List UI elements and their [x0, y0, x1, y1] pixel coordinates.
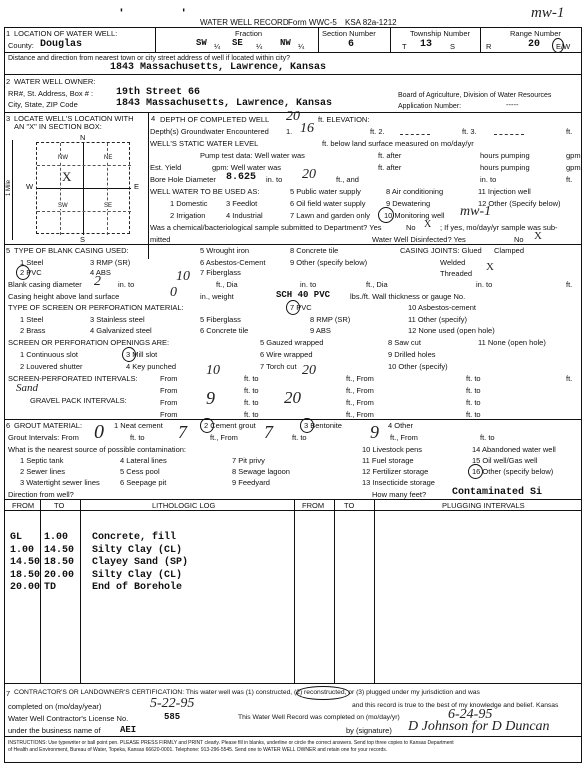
fraction-label: Fraction — [235, 29, 263, 38]
screen-pvc-circle — [286, 300, 300, 315]
grout-2-circle — [200, 418, 214, 433]
contam-4[interactable]: 4 Lateral lines — [120, 456, 167, 465]
city-label: City, State, ZIP Code — [8, 100, 78, 109]
yield-after: ft. after — [378, 163, 402, 172]
bore-ft-end: ft. — [566, 175, 573, 184]
fraction-2: SE — [232, 38, 243, 48]
static-rest: ft. below land surface measured on mo/day/yr — [322, 139, 474, 148]
section-1-number: 1 — [6, 29, 11, 38]
grout-3-circle — [300, 418, 314, 433]
yield-label: Est. Yield — [150, 163, 182, 172]
signature: D Johnson for D Duncan — [408, 719, 550, 734]
log-row-3-from: 14.50 — [10, 557, 41, 568]
screen-6[interactable]: 6 Concrete tile — [200, 326, 249, 335]
screen-7[interactable]: 7 PVC — [290, 303, 312, 312]
section-2-number: 2 — [6, 77, 11, 86]
grout-3[interactable]: 3 Bentonite — [304, 421, 342, 430]
log-row-5-to: TD — [44, 582, 57, 593]
contam-6[interactable]: 6 Seepage pit — [120, 478, 167, 487]
perf-from-label-2: From — [160, 386, 178, 395]
by-label: by (signature) — [346, 726, 392, 735]
gravel-ft-to-4: ft. to — [466, 410, 481, 419]
north-label: N — [80, 133, 86, 142]
log-row-4-from: 18.50 — [10, 569, 41, 581]
ksa-number: KSA 82a-1212 — [345, 18, 397, 27]
south-label: S — [80, 235, 86, 244]
stray-marks: ' ' — [120, 6, 214, 20]
bore-to-value: 20 — [302, 167, 316, 182]
grout-label: GROUT MATERIAL: — [14, 421, 83, 430]
perf-ft-to: ft. to — [244, 374, 259, 383]
use-4[interactable]: 4 Industrial — [226, 211, 263, 220]
log-row-4-to: 20.00 — [44, 569, 75, 581]
use-3[interactable]: 3 Feedlot — [226, 199, 258, 208]
contam-14[interactable]: 14 Abandoned water well — [472, 445, 556, 454]
section-5-number: 5 — [6, 246, 11, 255]
application-value: ----- — [506, 100, 519, 109]
opening-6[interactable]: 6 Wire wrapped — [260, 350, 313, 359]
yield-gpm: gpm — [566, 163, 581, 172]
casing-8[interactable]: 8 Concrete tile — [290, 246, 339, 255]
contam-8[interactable]: 8 Sewage lagoon — [232, 467, 290, 476]
quarter-mark-2: ¼ — [256, 42, 263, 51]
disinfected-label: Water Well Disinfected? Yes — [372, 235, 466, 244]
blank-dia-value: 2 — [94, 274, 101, 289]
board-label: Board of Agriculture, Division of Water Resources — [398, 92, 552, 99]
contam-1[interactable]: 1 Septic tank — [20, 456, 64, 465]
blank-ft-dia-2: ft., Dia — [366, 280, 388, 289]
blank-in-to: in. to — [118, 280, 135, 289]
bore-ft-and: ft., and — [336, 175, 359, 184]
sand-handwritten: Sand — [16, 382, 38, 394]
height-label: Casing height above land surface — [8, 292, 120, 301]
grout-ft-from-2: ft., From — [390, 433, 418, 442]
quarter-mark-3: ¼ — [298, 42, 305, 51]
perf-ft-to-3: ft. to — [244, 386, 259, 395]
range-dir: E/W — [556, 42, 571, 51]
gravel-to-value: 20 — [284, 388, 301, 407]
east-label: E — [134, 182, 140, 191]
section-6-number: 6 — [6, 421, 11, 430]
blank-ft-dia: ft., Dia — [216, 280, 238, 289]
opening-3[interactable]: 3 Mill slot — [126, 350, 158, 359]
gw1-num: 1. — [286, 127, 293, 136]
log-row-1-to: 1.00 — [44, 532, 69, 543]
distance-label: Distance and direction from nearest town or city street address of well if located within city? — [8, 55, 291, 62]
se-label: SE — [104, 203, 113, 209]
gravel-ft-from: ft., From — [346, 398, 374, 407]
mile-label: 1 Mile — [6, 179, 13, 197]
perf-ft-to-2: ft. to — [466, 374, 481, 383]
completed-value: 5-22-95 — [150, 696, 195, 711]
distance-value: 1843 Massachusetts, Lawrence, Kansas — [110, 62, 327, 73]
weight-value: SCH 40 PVC — [276, 290, 331, 300]
contam-7[interactable]: 7 Pit privy — [232, 456, 265, 465]
casing-4[interactable]: 4 ABS — [90, 268, 111, 277]
range-value: 20 — [528, 39, 541, 50]
chem-no-x: X — [424, 219, 432, 230]
blank-to-value: 10 — [176, 269, 190, 284]
form-title: WATER WELL RECORD — [200, 18, 289, 27]
chem-label: Was a chemical/bacteriological sample submitted to Department? Yes — [150, 223, 382, 232]
opening-mill-circle — [122, 347, 136, 362]
perf-ft-end: ft. — [566, 374, 573, 383]
business-label: under the business name of — [8, 726, 101, 735]
screen-11[interactable]: 11 Other (specify) — [408, 315, 468, 324]
bore-in-to: in. to — [266, 175, 283, 184]
west-label: W — [26, 182, 34, 191]
log-row-2-from: 1.00 — [10, 544, 35, 556]
cert-text: CONTRACTOR'S OR LANDOWNER'S CERTIFICATION: This water well was (1) constructed, (2) reconstructed, or (3) plugged under my jurisdiction and was — [14, 689, 480, 696]
use-5[interactable]: 5 Public water supply — [290, 187, 361, 196]
use-12[interactable]: 12 Other (Specify below) — [478, 199, 561, 208]
opening-11[interactable]: 11 None (open hole) — [478, 338, 546, 347]
threaded-label: Threaded — [440, 269, 473, 278]
perf-from-label: From — [160, 374, 178, 383]
log-row-1-desc: Concrete, fill — [92, 532, 177, 543]
depth-value: 20 — [286, 109, 300, 124]
section-number-value: 6 — [348, 39, 355, 50]
locate-label-2: AN "X" IN SECTION BOX: — [14, 122, 102, 131]
constructed-circle — [296, 686, 350, 700]
opening-1[interactable]: 1 Continuous slot — [20, 350, 78, 359]
county-label: County: — [8, 41, 34, 50]
instructions-2: of Health and Environment, Bureau of Water, Topeka, Kansas 66620-0001. Telephone: 913-296-5545. Send one to WATER WELL OWNER and retain one for your records. — [8, 747, 388, 753]
casing-pvc-circle — [16, 265, 30, 280]
gw-ft-end: ft. — [566, 127, 573, 136]
pump-after: ft. after — [378, 151, 402, 160]
completed-label: completed on (mo/day/year) — [8, 702, 102, 711]
welded-label: Welded — [440, 258, 466, 267]
screen-1[interactable]: 1 Steel — [20, 315, 44, 324]
county-value: Douglas — [40, 39, 83, 50]
use-10[interactable]: 10 Monitoring well — [384, 211, 445, 220]
weight-label: in., weight — [200, 292, 234, 301]
gravel-label: GRAVEL PACK INTERVALS: — [30, 396, 127, 405]
sw-label: SW — [58, 203, 68, 209]
log-row-5-desc: End of Borehole — [92, 582, 183, 593]
contam-12[interactable]: 12 Fertilizer storage — [362, 467, 429, 476]
height-value: 0 — [170, 285, 177, 300]
log-from-header: FROM — [12, 501, 35, 510]
gw3-label: ft. 3. — [462, 127, 477, 136]
screen-label: TYPE OF SCREEN OR PERFORATION MATERIAL: — [8, 303, 184, 312]
contam-5[interactable]: 5 Cess pool — [120, 467, 160, 476]
grout-int-label: Grout Intervals: From — [8, 433, 79, 442]
nw-label: NW — [58, 155, 68, 161]
use-label: WELL WATER TO BE USED AS: — [150, 187, 260, 196]
chem-rest: ; If yes, mo/day/yr sample was sub- — [440, 223, 558, 232]
gravel-ft-to-3: ft. to — [244, 410, 259, 419]
casing-7[interactable]: 7 Fiberglass — [200, 268, 241, 277]
gw-label: Depth(s) Groundwater Encountered — [150, 127, 269, 136]
depth-label: DEPTH OF COMPLETED WELL — [160, 115, 270, 124]
screen-4[interactable]: 4 Galvanized steel — [90, 326, 152, 335]
gravel-ft-from-2: ft., From — [346, 410, 374, 419]
instructions-1: INSTRUCTIONS: Use typewriter or ball point pen. PLEASE PRESS FIRMLY and PRINT clearly. Please fill in blanks, underline or circle the correct answers. Send top three copies to Kansas Department — [8, 740, 454, 746]
screen-12[interactable]: 12 None used (open hole) — [408, 326, 495, 335]
form-number: Form WWC-5 — [288, 18, 337, 27]
perf-ft-from: ft., From — [346, 374, 374, 383]
section-3-number: 3 — [6, 114, 11, 123]
casing-3[interactable]: 3 RMP (SR) — [90, 258, 131, 267]
gravel-from-label-2: From — [160, 410, 178, 419]
screen-8[interactable]: 8 RMP (SR) — [310, 315, 351, 324]
grout-2[interactable]: 2 Cement grout — [204, 421, 256, 430]
contam-3[interactable]: 3 Watertight sewer lines — [20, 478, 100, 487]
township-prefix: T — [402, 42, 407, 51]
grout-4[interactable]: 4 Other — [388, 421, 414, 430]
contam-11[interactable]: 11 Fuel storage — [362, 456, 414, 465]
gravel-from-value: 9 — [206, 388, 215, 408]
city-value: 1843 Massachusetts, Lawrence, Kansas — [116, 98, 333, 109]
contam-16[interactable]: 16 Other (specify below) — [472, 467, 554, 476]
contam-10[interactable]: 10 Livestock pens — [362, 445, 423, 454]
gravel-from-label: From — [160, 398, 178, 407]
mitted-label: mitted — [150, 235, 171, 244]
disinfected-no-x: X — [534, 230, 542, 242]
use-2[interactable]: 2 Irrigation — [170, 211, 206, 220]
openings-label: SCREEN OR PERFORATION OPENINGS ARE: — [8, 338, 170, 347]
pump-hours: hours pumping — [480, 151, 530, 160]
license-value: 585 — [164, 712, 181, 722]
casing-9[interactable]: 9 Other (specify below) — [290, 258, 368, 267]
range-east-circle — [552, 38, 564, 53]
direction-label: Direction from well? — [8, 490, 74, 499]
grout-ft-to-3: ft. to — [480, 433, 495, 442]
use-11[interactable]: 11 Injection well — [478, 187, 531, 196]
joints-label: CASING JOINTS: Glued — [400, 246, 482, 255]
yield-hours: hours pumping — [480, 163, 530, 172]
use-8[interactable]: 8 Air conditioning — [386, 187, 444, 196]
use-handwritten: mw-1 — [460, 204, 492, 219]
blank-in-to-2: in. to — [300, 280, 317, 289]
feet-label: How many feet? — [372, 490, 427, 499]
static-label: WELL'S STATIC WATER LEVEL — [150, 139, 259, 148]
perf-to-value: 20 — [302, 363, 316, 378]
log-row-4-desc: Silty Clay (CL) — [92, 569, 183, 581]
screen-9[interactable]: 9 ABS — [310, 326, 331, 335]
opening-4[interactable]: 4 Key punched — [126, 362, 177, 371]
contam-16-circle — [468, 464, 483, 479]
business-value: AEI — [120, 725, 137, 735]
fraction-3: NW — [280, 38, 291, 48]
log-title: LITHOLOGIC LOG — [152, 501, 216, 510]
blank-dia-label: Blank casing diameter — [8, 280, 82, 289]
yield-rest: gpm: Well water was — [212, 163, 282, 172]
section-4-number: 4 — [151, 114, 156, 123]
log-row-3-to: 18.50 — [44, 557, 75, 568]
use-9[interactable]: 9 Dewatering — [386, 199, 431, 208]
screen-10[interactable]: 10 Asbestos-cement — [408, 303, 476, 312]
grout-ft-from: ft., From — [210, 433, 238, 442]
use-10-circle — [378, 207, 394, 223]
gw2-label: ft. 2. — [370, 127, 385, 136]
range-prefix: R — [486, 42, 492, 51]
perf-ft-to-4: ft. to — [466, 386, 481, 395]
owner-label: WATER WELL OWNER: — [14, 77, 96, 86]
grout-ft-to-2: ft. to — [292, 433, 307, 442]
true-text: and this record is true to the best of my knowledge and belief. Kansas — [352, 702, 559, 709]
township-dir: S — [450, 42, 456, 51]
perf-label: SCREEN-PERFORATED INTERVALS: — [8, 374, 138, 383]
use-1[interactable]: 1 Domestic — [170, 199, 208, 208]
gravel-ft-to: ft. to — [244, 398, 259, 407]
rr-value: 19th Street 66 — [116, 87, 201, 98]
township-label: Township Number — [410, 29, 471, 38]
location-x-mark: X — [62, 169, 72, 184]
casing-2[interactable]: 2 PVC — [20, 268, 42, 277]
rr-label: RR#, St. Address, Box # : — [8, 89, 94, 98]
grout-from2-value: 7 — [264, 422, 273, 442]
opening-9[interactable]: 9 Drilled holes — [388, 350, 436, 359]
blank-ft-end: ft. — [566, 280, 573, 289]
license-label: Water Well Contractor's License No. — [8, 714, 129, 723]
use-7[interactable]: 7 Lawn and garden only — [290, 211, 371, 220]
application-label: Application Number: — [398, 103, 462, 110]
contam-other-value: Contaminated Si — [452, 487, 543, 498]
bore-label: Bore Hole Diameter — [150, 175, 216, 184]
opening-7[interactable]: 7 Torch cut — [260, 362, 297, 371]
bore-value: 8.625 — [226, 172, 257, 183]
screen-2[interactable]: 2 Brass — [20, 326, 46, 335]
grout-to2-value: 9 — [370, 422, 379, 442]
bore-in-to-2: in. to — [480, 175, 497, 184]
contam-9[interactable]: 9 Feedyard — [232, 478, 270, 487]
casing-6[interactable]: 6 Asbestos-Cement — [200, 258, 266, 267]
section-grid[interactable] — [36, 142, 130, 234]
log-row-5-from: 20.00 — [10, 582, 41, 593]
ne-label: NE — [104, 155, 113, 161]
casing-label: TYPE OF BLANK CASING USED: — [14, 246, 129, 255]
log-row-2-desc: Silty Clay (CL) — [92, 544, 183, 556]
chem-no-label: No — [406, 223, 416, 232]
locate-label-1: LOCATE WELL'S LOCATION WITH — [14, 114, 134, 123]
plug-title: PLUGGING INTERVALS — [442, 501, 525, 510]
contam-2[interactable]: 2 Sewer lines — [20, 467, 66, 476]
contam-13[interactable]: 13 Insecticide storage — [362, 478, 435, 487]
opening-2[interactable]: 2 Louvered shutter — [20, 362, 83, 371]
disinfected-no-label: No — [514, 235, 524, 244]
perf-from-value: 10 — [206, 363, 220, 378]
grout-to-value: 7 — [178, 422, 187, 442]
clamped-label: Clamped — [494, 246, 525, 255]
fraction-1: SW — [196, 38, 207, 48]
log-row-2-to: 14.50 — [44, 544, 75, 556]
gw1-value: 16 — [300, 121, 314, 136]
screen-3[interactable]: 3 Stainless steel — [90, 315, 145, 324]
quarter-mark-1: ¼ — [214, 42, 221, 51]
handwritten-well-id: mw-1 — [531, 5, 565, 21]
location-label: LOCATION OF WATER WELL: — [14, 29, 118, 38]
blank-in-to-3: in. to — [476, 280, 493, 289]
contam-15[interactable]: 15 Oil well/Gas well — [472, 456, 538, 465]
grout-1[interactable]: 1 Neat cement — [114, 421, 163, 430]
threaded-x: X — [486, 261, 494, 273]
grout-from-value: 0 — [94, 421, 104, 443]
opening-10[interactable]: 10 Other (specify) — [388, 362, 448, 371]
record-date: 6-24-95 — [448, 707, 493, 722]
lbs-ft-label: lbs./ft. Wall thickness or gauge No. — [350, 292, 466, 301]
section-number-label: Section Number — [322, 29, 376, 38]
section-7-number: 7 — [6, 689, 11, 698]
log-to-header: TO — [54, 501, 65, 510]
range-label: Range Number — [510, 29, 561, 38]
screen-5[interactable]: 5 Fiberglass — [200, 315, 241, 324]
gravel-ft-to-2: ft. to — [466, 398, 481, 407]
log-row-3-desc: Clayey Sand (SP) — [92, 557, 189, 568]
use-6[interactable]: 6 Oil field water supply — [290, 199, 366, 208]
casing-1[interactable]: 1 Steel — [20, 258, 44, 267]
plug-from-header: FROM — [302, 501, 325, 510]
pump-gpm: gpm — [566, 151, 581, 160]
casing-5[interactable]: 5 Wrought iron — [200, 246, 250, 255]
pump-label: Pump test data: Well water was — [200, 151, 305, 160]
record-text: This Water Well Record was completed on (mo/day/yr) — [238, 714, 400, 721]
opening-5[interactable]: 5 Gauzed wrapped — [260, 338, 324, 347]
log-row-1-from: GL — [10, 532, 23, 543]
opening-8[interactable]: 8 Saw cut — [388, 338, 421, 347]
plug-to-header: TO — [344, 501, 355, 510]
elevation-label: ft. ELEVATION: — [318, 115, 370, 124]
contam-label: What is the nearest source of possible contamination: — [8, 445, 187, 454]
grout-ft-to: ft. to — [130, 433, 145, 442]
township-value: 13 — [420, 39, 433, 50]
perf-ft-from-2: ft., From — [346, 386, 374, 395]
